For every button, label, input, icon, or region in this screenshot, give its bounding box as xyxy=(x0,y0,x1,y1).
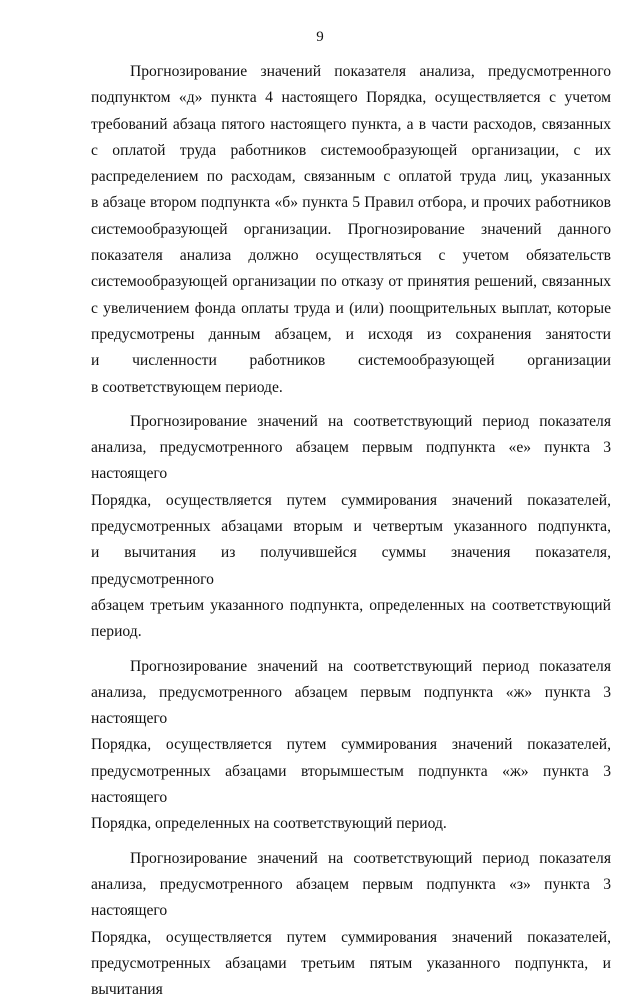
text-line: Прогнозирование значений на соответствующий период показателя xyxy=(130,412,611,430)
paragraph xyxy=(91,654,611,838)
text-line: и вычитания из получившейся суммы значения показателя, предусмотренного xyxy=(91,544,611,588)
text-line: предусмотренных абзацами третьим пятым указанного подпункта, и вычитания xyxy=(91,954,611,999)
text-line: в соответствующем периоде. xyxy=(91,378,283,396)
paragraph-gap xyxy=(91,401,611,409)
text-line: Порядка, осуществляется путем суммирования значений показателей, xyxy=(91,491,611,509)
text-line: подпунктом «д» пункта 4 настоящего Порядка, осуществляется с учетом xyxy=(91,89,611,107)
text-line: анализа, предусмотренного абзацем первым подпункта «ж» пункта 3 настоящего xyxy=(91,683,611,728)
text-line: системообразующей организации. Прогнозирование значений данного xyxy=(91,220,611,238)
paragraph-gap xyxy=(91,646,611,654)
paragraph xyxy=(91,409,611,646)
text-line: требований абзаца пятого настоящего пункта, а в части расходов, связанных xyxy=(91,115,611,133)
text-line: и численности работников системообразующей организации xyxy=(91,352,611,370)
text-line: распределением по расходам, связанным с оплатой труда лиц, указанных xyxy=(91,168,611,186)
page-number: 9 xyxy=(316,29,324,45)
text-line: Порядка, осуществляется путем суммирования значений показателей, xyxy=(91,736,611,754)
text-line: период. xyxy=(91,623,142,641)
text-line: системообразующей организации по отказу от принятия решений, связанных xyxy=(91,273,611,291)
text-line: анализа, предусмотренного абзацем первым подпункта «з» пункта 3 настоящего xyxy=(91,875,611,920)
text-line: предусмотренных абзацами вторымшестым подпункта «ж» пункта 3 настоящего xyxy=(91,762,611,807)
text-line: Порядка, определенных на соответствующий период. xyxy=(91,815,447,833)
text-line: предусмотрены данным абзацем, и исходя из сохранения занятости xyxy=(91,325,611,343)
paragraph xyxy=(91,59,611,401)
text-line: Прогнозирование значений показателя анализа, предусмотренного xyxy=(130,63,611,80)
paragraph xyxy=(91,846,611,1003)
text-line: с оплатой труда работников системообразующей организации, с их xyxy=(91,141,611,159)
text-line: с увеличением фонда оплаты труда и (или) поощрительных выплат, которые xyxy=(91,299,611,317)
text-line: абзацем третьим указанного подпункта, определенных на соответствующий xyxy=(91,596,611,614)
text-line: анализа, предусмотренного абзацем первым подпункта «е» пункта 3 настоящего xyxy=(91,439,611,483)
text-line: предусмотренных абзацами вторым и четвертым указанного подпункта, xyxy=(91,518,611,536)
text-line: Порядка, осуществляется путем суммирования значений показателей, xyxy=(91,928,611,946)
text-line: в абзаце втором подпункта «б» пункта 5 Правил отбора, и прочих работников xyxy=(91,194,611,212)
text-line: Прогнозирование значений на соответствующий период показателя xyxy=(130,657,611,675)
text-line: Прогнозирование значений на соответствующий период показателя xyxy=(130,849,611,867)
text-line: показателя анализа должно осуществляться с учетом обязательств xyxy=(91,247,611,265)
document-body xyxy=(91,59,611,1003)
paragraph-gap xyxy=(91,838,611,846)
